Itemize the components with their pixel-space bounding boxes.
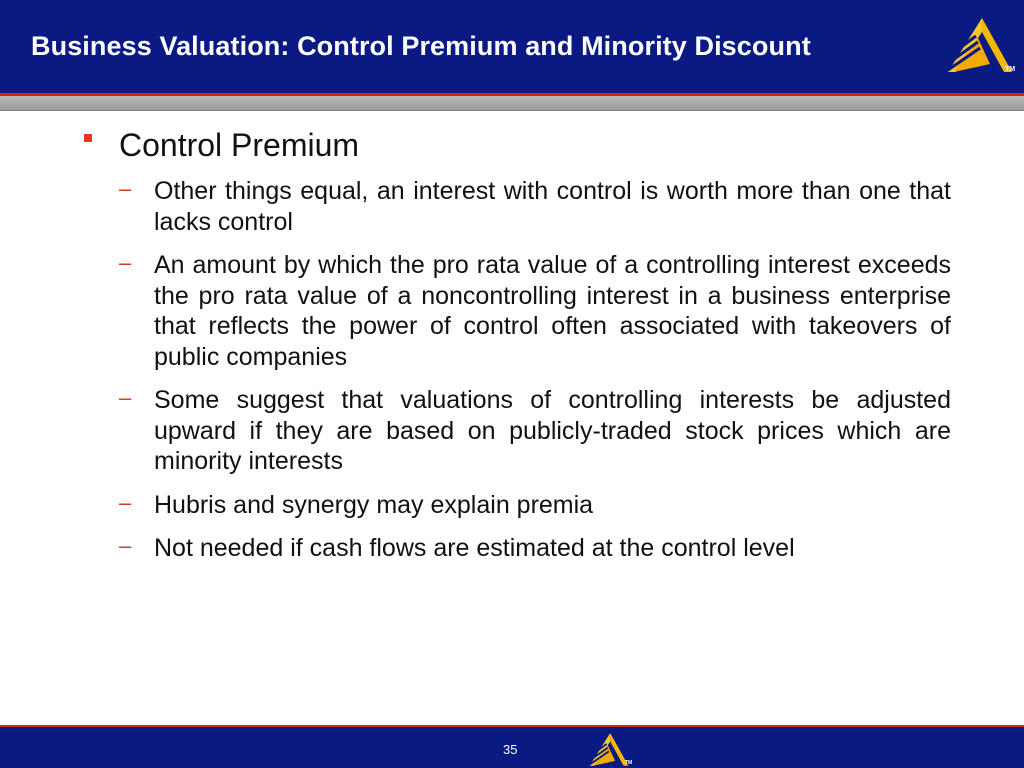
list-item-text: An amount by which the pro rata value of a controlling interest exceeds the pro rata value of a noncontrolling interest in a business enterprise that reflects the power of control often associated with takeovers of public companies xyxy=(154,251,951,371)
dash-bullet-icon: – xyxy=(119,489,132,515)
slide-title: Business Valuation: Control Premium and Minority Discount xyxy=(31,31,811,61)
header-divider-gray xyxy=(0,96,1024,111)
list-item-text: Some suggest that valuations of controlling interests be adjusted upward if they are based on publicly-traded stock prices which are minority interests xyxy=(154,386,951,475)
dash-bullet-icon: – xyxy=(119,385,132,410)
list-item xyxy=(0,176,1024,237)
square-bullet-icon xyxy=(84,134,92,142)
list-item-text: Hubris and synergy may explain premia xyxy=(154,490,594,519)
sub-bullet-list xyxy=(0,176,1024,577)
bullet-heading: Control Premium xyxy=(119,127,360,163)
list-item-text: Not needed if cash flows are estimated at the control level xyxy=(154,534,795,562)
dash-bullet-icon: – xyxy=(119,176,132,201)
header-band xyxy=(0,0,1024,93)
list-item xyxy=(0,385,1024,477)
list-item xyxy=(0,490,1024,521)
gold-triangle-logo-icon xyxy=(948,18,1012,74)
footer-band xyxy=(0,725,1024,768)
trademark-mark: TM xyxy=(1005,66,1016,73)
dash-bullet-icon: – xyxy=(119,250,132,275)
trademark-mark: TM xyxy=(625,760,633,766)
list-item-text: Other things equal, an interest with control is worth more than one that lacks control xyxy=(154,177,951,236)
list-item xyxy=(0,250,1024,372)
dash-bullet-icon: – xyxy=(119,533,132,558)
gold-triangle-logo-icon xyxy=(589,733,629,767)
list-item xyxy=(0,533,1024,564)
page-number: 35 xyxy=(503,742,518,757)
